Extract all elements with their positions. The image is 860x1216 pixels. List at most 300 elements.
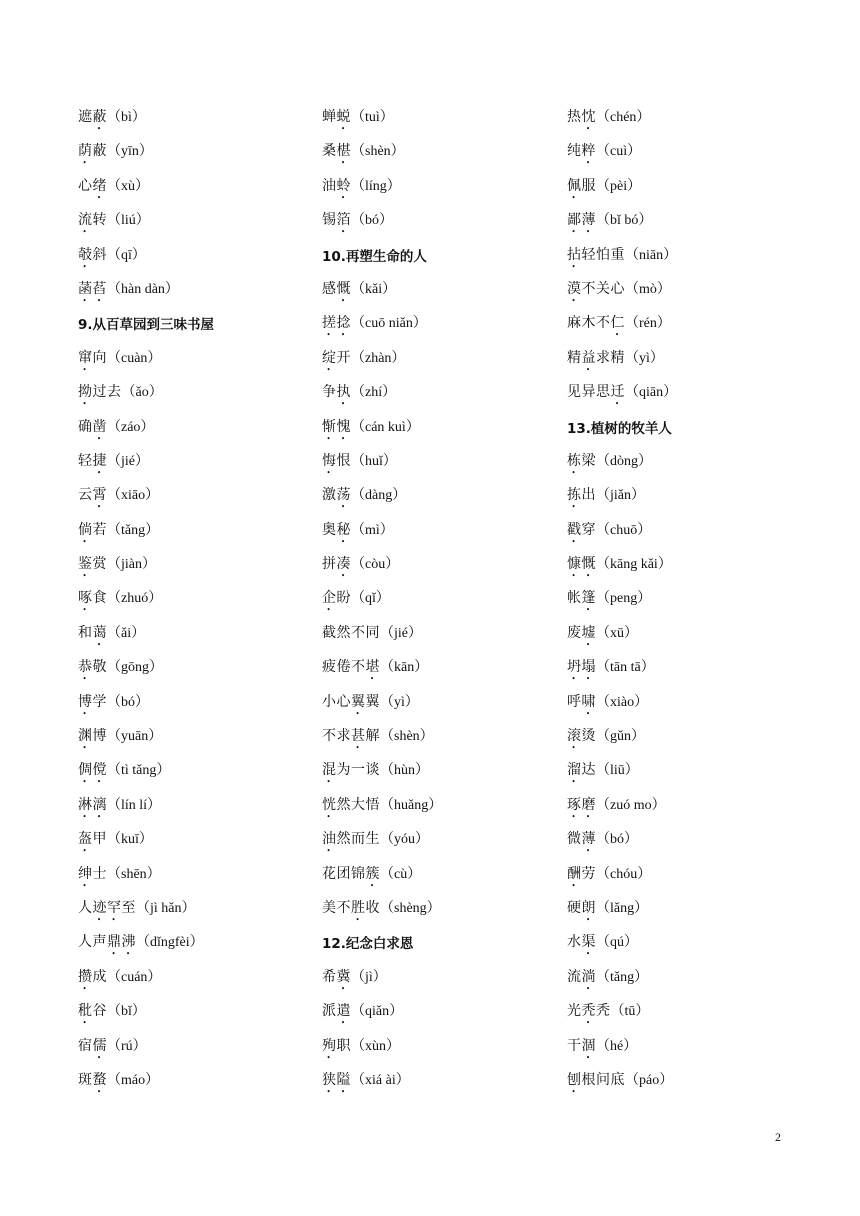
term-char: 秃 <box>596 1003 611 1020</box>
emphasized-char: 堪 <box>365 659 380 676</box>
term-char: 微 <box>567 831 582 848</box>
pinyin: （jì hǎn） <box>136 900 196 916</box>
emphasized-char: 鉴 <box>78 556 93 573</box>
pinyin: （máo） <box>107 1072 160 1088</box>
emphasized-char: 益 <box>581 349 596 366</box>
vocab-term <box>322 1003 351 1019</box>
pinyin: （peng） <box>596 591 652 607</box>
vocab-entry <box>78 242 214 276</box>
pinyin: （tuì） <box>351 110 394 125</box>
vocab-entry <box>322 620 442 654</box>
vocab-entry <box>78 826 214 860</box>
term-char: 确 <box>78 418 93 435</box>
vocab-entry <box>567 207 677 241</box>
emphasized-char: 荡 <box>336 487 351 504</box>
emphasized-char: 拈 <box>567 246 582 263</box>
term-char: 烫 <box>581 728 596 745</box>
vocab-column-3 <box>567 104 677 1101</box>
vocab-entry <box>567 585 677 619</box>
term-char: 蔽 <box>92 143 107 160</box>
vocab-entry <box>322 757 442 791</box>
pinyin: （bì） <box>107 110 146 125</box>
emphasized-char: 蝥 <box>92 1071 107 1088</box>
pinyin: （xùn） <box>351 1038 400 1054</box>
emphasized-char: 萏 <box>92 280 107 297</box>
emphasized-char: 博 <box>78 693 93 710</box>
pinyin: （qiǎn） <box>351 1004 404 1020</box>
emphasized-char: 胜 <box>351 899 366 916</box>
vocab-term <box>78 556 107 572</box>
vocab-entry <box>78 345 214 379</box>
vocab-entry <box>78 138 214 172</box>
pinyin: （shèn） <box>380 729 434 745</box>
emphasized-char: 仁 <box>610 315 625 332</box>
vocab-term <box>78 212 107 228</box>
vocab-entry <box>322 964 442 998</box>
term-char: 学 <box>92 693 107 710</box>
pinyin: （huǐ） <box>351 453 397 469</box>
vocab-term <box>322 625 380 641</box>
pinyin: （shèng） <box>380 900 441 916</box>
vocab-term <box>567 590 596 606</box>
term-char: 和 <box>78 624 93 641</box>
term-char: 蝉 <box>322 109 337 125</box>
term-char: 见异思 <box>567 384 611 401</box>
vocab-term <box>78 659 107 675</box>
emphasized-char: 霄 <box>92 487 107 504</box>
vocab-term <box>567 728 596 744</box>
term-char: 感 <box>322 280 337 297</box>
vocab-term <box>322 109 351 125</box>
vocab-term <box>78 143 107 159</box>
vocab-term <box>322 281 351 297</box>
vocab-term <box>78 522 107 538</box>
term-char: 然大悟 <box>336 796 380 813</box>
pinyin: （qú） <box>596 935 638 951</box>
vocab-term <box>567 109 596 125</box>
vocab-entry <box>567 689 677 723</box>
vocab-term <box>322 900 380 916</box>
pinyin: （jì） <box>351 969 387 985</box>
vocab-term <box>567 143 596 159</box>
pinyin: （cuō niǎn） <box>351 316 427 332</box>
vocab-entry <box>322 1067 442 1101</box>
term-char: 过去 <box>92 384 122 401</box>
pinyin: （tū） <box>610 1004 650 1020</box>
term-char: 出 <box>581 487 596 504</box>
term-char: 盼 <box>336 590 351 607</box>
term-char: 奥 <box>322 521 337 538</box>
pinyin: （ǎi） <box>107 625 146 641</box>
term-char: 转 <box>92 212 107 229</box>
vocab-entry <box>567 551 677 585</box>
vocab-term <box>78 247 107 263</box>
vocab-term <box>567 453 596 469</box>
emphasized-char: 翼 <box>351 693 366 710</box>
emphasized-char: 栋 <box>567 452 582 469</box>
vocab-term <box>322 487 351 503</box>
vocab-entry <box>322 448 442 482</box>
vocab-entry <box>322 585 442 619</box>
pinyin: （gōng） <box>107 660 163 676</box>
emphasized-char: 绅 <box>78 865 93 882</box>
emphasized-char: 戳 <box>567 521 582 538</box>
pinyin: （xù） <box>107 178 149 194</box>
vocab-term <box>78 384 122 400</box>
emphasized-char: 执 <box>336 384 351 401</box>
term-char: 不关心 <box>581 280 625 297</box>
term-char: 云 <box>78 487 93 504</box>
term-char: 呼 <box>567 693 582 710</box>
vocab-entry <box>322 310 442 344</box>
pinyin: （shèn） <box>351 144 405 160</box>
vocab-column-1 <box>78 104 214 1101</box>
vocab-entry <box>322 723 442 757</box>
emphasized-char: 渊 <box>78 728 93 745</box>
vocab-entry <box>322 895 442 929</box>
pinyin: （pèi） <box>596 178 642 194</box>
term-char: 服 <box>581 177 596 194</box>
emphasized-char: 涸 <box>581 1037 596 1054</box>
emphasized-char: 荫 <box>78 143 93 160</box>
emphasized-char: 啄 <box>78 590 93 607</box>
pinyin: （jié） <box>380 625 422 641</box>
pinyin: （kǎi） <box>351 281 397 297</box>
term-char: 硬 <box>567 899 582 916</box>
vocab-term <box>322 453 351 469</box>
vocab-entry <box>78 104 214 138</box>
emphasized-char: 溜 <box>567 762 582 779</box>
pinyin: （bǐ bó） <box>596 213 653 229</box>
term-char: 收 <box>365 899 380 916</box>
emphasized-char: 酬 <box>567 865 582 882</box>
emphasized-char: 渠 <box>581 934 596 951</box>
emphasized-char: 攲 <box>78 246 93 263</box>
vocab-term <box>78 900 136 916</box>
pinyin: （jié） <box>107 453 149 469</box>
vocab-term <box>567 1072 625 1088</box>
pinyin: （niān） <box>625 247 678 263</box>
vocab-term <box>322 1038 351 1054</box>
term-char: 求精 <box>596 349 625 366</box>
pinyin: （xiá ài） <box>351 1072 410 1088</box>
pinyin: （cù） <box>380 866 422 882</box>
vocab-entry <box>78 414 214 448</box>
emphasized-char: 拗 <box>78 384 93 401</box>
emphasized-char: 遣 <box>336 1003 351 1020</box>
vocab-term <box>78 350 107 366</box>
pinyin: （tǎng） <box>596 969 649 985</box>
vocab-term <box>567 625 596 641</box>
vocab-entry <box>567 620 677 654</box>
emphasized-char: 蔽 <box>92 109 107 125</box>
section-heading: 10.再塑生命的人 <box>322 248 427 265</box>
vocab-entry <box>322 104 442 138</box>
emphasized-char: 倘 <box>78 521 93 538</box>
vocab-term <box>567 694 596 710</box>
emphasized-char: 悔 <box>322 452 337 469</box>
emphasized-char: 慨 <box>336 280 351 297</box>
pinyin: （rén） <box>625 316 671 332</box>
vocab-term <box>567 659 596 675</box>
vocab-entry <box>78 517 214 551</box>
term-char: 至 <box>121 899 136 916</box>
term-char: 纯 <box>567 143 582 160</box>
emphasized-char: 蜕 <box>336 109 351 125</box>
pinyin: （bó） <box>107 694 149 710</box>
term-char: 向 <box>92 349 107 366</box>
pinyin: （kān） <box>380 660 429 676</box>
pinyin: （chuō） <box>596 522 652 538</box>
pinyin: （lǎng） <box>596 900 649 916</box>
emphasized-char: 朗 <box>581 899 596 916</box>
pinyin: （dàng） <box>351 488 407 504</box>
vocab-term <box>78 419 107 435</box>
vocab-entry <box>322 826 442 860</box>
term-char: 食 <box>92 590 107 607</box>
pinyin: （bó） <box>351 213 393 229</box>
section-heading: 9.从百草园到三味书屋 <box>78 317 215 334</box>
vocab-entry <box>322 345 442 379</box>
pinyin: （shēn） <box>107 866 161 882</box>
pinyin: （mì） <box>351 522 394 538</box>
vocab-entry <box>78 689 214 723</box>
vocab-term <box>78 866 107 882</box>
pinyin: （liū） <box>596 763 639 779</box>
vocab-term <box>322 969 351 985</box>
term-char: 光 <box>567 1003 582 1020</box>
vocab-term <box>322 143 351 159</box>
vocab-entry <box>567 998 677 1032</box>
vocab-entry <box>78 895 214 929</box>
term-char: 水 <box>567 934 582 951</box>
vocab-term <box>78 281 107 297</box>
emphasized-char: 捷 <box>92 452 107 469</box>
vocab-entry <box>78 1033 214 1067</box>
term-char: 梁 <box>581 452 596 469</box>
pinyin: （liú） <box>107 213 150 229</box>
emphasized-char: 忱 <box>581 109 596 125</box>
pinyin: （xū） <box>596 625 638 641</box>
vocab-term <box>322 866 380 882</box>
vocab-term <box>78 762 107 778</box>
term-char: 成 <box>92 968 107 985</box>
vocab-entry <box>567 104 677 138</box>
emphasized-char: 滚 <box>567 728 582 745</box>
term-char: 解 <box>365 728 380 745</box>
pinyin: （qiān） <box>625 385 678 401</box>
term-char: 流 <box>567 968 582 985</box>
emphasized-char: 狭隘 <box>322 1071 351 1088</box>
vocab-term <box>78 1003 107 1019</box>
vocab-entry <box>322 379 442 413</box>
term-char: 恨 <box>336 452 351 469</box>
term-char: 希 <box>322 968 337 985</box>
vocab-entry <box>567 1033 677 1067</box>
vocab-entry <box>78 551 214 585</box>
vocab-entry <box>567 517 677 551</box>
pinyin: （bó） <box>596 832 638 848</box>
pinyin: （lín lí） <box>107 797 162 813</box>
pinyin: （jiǎn） <box>596 488 645 504</box>
vocab-term <box>567 522 596 538</box>
emphasized-char: 秕 <box>78 1003 93 1020</box>
emphasized-char: 迹罕 <box>92 899 122 916</box>
pinyin: （gǔn） <box>596 729 645 745</box>
vocab-entry <box>567 138 677 172</box>
vocab-term <box>567 281 625 297</box>
vocab-entry <box>322 276 442 310</box>
vocab-term <box>322 797 380 813</box>
term-char: 轻怕重 <box>581 246 625 263</box>
vocab-term <box>78 1038 107 1054</box>
term-char: 桑 <box>322 143 337 160</box>
term-char: 热 <box>567 109 582 125</box>
pinyin: （xiào） <box>596 694 649 710</box>
pinyin: （cuán） <box>107 969 162 985</box>
emphasized-char: 企 <box>322 590 337 607</box>
pinyin: （líng） <box>351 178 401 194</box>
emphasized-char: 迁 <box>610 384 625 401</box>
pinyin: （hùn） <box>380 763 429 779</box>
pinyin: （zuó mo） <box>596 797 666 813</box>
vocab-term <box>78 453 107 469</box>
vocab-entry <box>78 964 214 998</box>
emphasized-char: 拣 <box>567 487 582 504</box>
pinyin: （bǐ） <box>107 1004 146 1020</box>
pinyin: （zhàn） <box>351 350 406 366</box>
pinyin: （cuàn） <box>107 350 162 366</box>
vocab-term <box>567 350 625 366</box>
vocab-term <box>567 384 625 400</box>
emphasized-char: 椹 <box>336 143 351 160</box>
vocab-term <box>322 384 351 400</box>
vocab-term <box>322 1072 351 1088</box>
emphasized-char: 箔 <box>336 212 351 229</box>
vocab-term <box>78 109 107 125</box>
emphasized-char: 蛉 <box>336 177 351 194</box>
pinyin: （cán kuì） <box>351 419 420 435</box>
term-char: 不同 <box>351 624 380 641</box>
vocab-term <box>322 212 351 228</box>
pinyin: （hàn dàn） <box>107 281 179 297</box>
vocab-entry <box>567 276 677 310</box>
term-char: 美不 <box>322 899 351 916</box>
emphasized-char: 搓捻 <box>322 315 351 332</box>
vocab-entry <box>567 757 677 791</box>
pinyin: （zhuó） <box>107 591 163 607</box>
emphasized-char: 恭 <box>78 659 93 676</box>
vocab-entry <box>322 517 442 551</box>
vocab-entry <box>78 654 214 688</box>
vocab-entry <box>78 207 214 241</box>
pinyin: （còu） <box>351 557 400 573</box>
vocab-entry <box>78 998 214 1032</box>
pinyin: （hé） <box>596 1038 638 1054</box>
vocab-term <box>78 178 107 194</box>
vocab-term <box>322 659 380 675</box>
term-char: 穿 <box>581 521 596 538</box>
vocab-term <box>322 178 351 194</box>
emphasized-char: 恍 <box>322 796 337 813</box>
vocab-term <box>567 212 596 228</box>
vocab-entry <box>567 654 677 688</box>
emphasized-char: 秃 <box>581 1003 596 1020</box>
vocab-entry <box>78 929 214 963</box>
vocab-term <box>78 934 136 950</box>
vocab-entry <box>78 723 214 757</box>
term-char: 人 <box>78 899 93 916</box>
term-char: 激 <box>322 487 337 504</box>
pinyin: （chén） <box>596 110 651 125</box>
vocab-term <box>322 522 351 538</box>
term-char: 截 <box>322 624 337 641</box>
term-char: 斑 <box>78 1071 93 1088</box>
pinyin: （jiàn） <box>107 557 156 573</box>
vocab-term <box>78 728 107 744</box>
emphasized-char: 凑 <box>336 556 351 573</box>
vocab-term <box>567 315 625 331</box>
vocab-column-2 <box>322 104 442 1101</box>
vocab-entry <box>567 861 677 895</box>
vocab-entry <box>322 138 442 172</box>
vocab-entry <box>78 757 214 791</box>
vocab-term <box>78 694 107 710</box>
term-char: 博 <box>92 728 107 745</box>
emphasized-char: 漠 <box>567 280 582 297</box>
pinyin: （kuī） <box>107 832 153 848</box>
vocab-term <box>322 762 380 778</box>
term-char: 派 <box>322 1003 337 1020</box>
pinyin: （ǎo） <box>121 385 163 401</box>
term-char: 谷 <box>92 1003 107 1020</box>
vocab-term <box>78 487 107 503</box>
term-char: 开 <box>336 349 351 366</box>
emphasized-char: 鄙薄 <box>567 212 596 229</box>
emphasized-char: 漓 <box>92 796 107 813</box>
emphasized-char: 凿 <box>92 418 107 435</box>
emphasized-char: 绪 <box>92 177 107 194</box>
pinyin: （yì） <box>625 350 664 366</box>
pinyin: （dòng） <box>596 453 652 469</box>
vocab-entry <box>322 551 442 585</box>
vocab-term <box>78 590 107 606</box>
term-char: 心 <box>78 177 93 194</box>
vocab-entry <box>567 895 677 929</box>
vocab-entry <box>567 826 677 860</box>
vocab-entry <box>322 654 442 688</box>
term-char: 精 <box>567 349 582 366</box>
term-char: 麻木不 <box>567 315 611 332</box>
term-char: 干 <box>567 1037 582 1054</box>
pinyin: （tān tā） <box>596 660 655 676</box>
term-char: 若 <box>92 521 107 538</box>
pinyin: （huǎng） <box>380 797 443 813</box>
pinyin: （kāng kǎi） <box>596 557 672 573</box>
vocab-entry <box>567 723 677 757</box>
term-char: 达 <box>581 762 596 779</box>
vocab-entry <box>78 861 214 895</box>
pinyin: （yīn） <box>107 144 153 160</box>
section-heading: 12.纪念白求恩 <box>322 936 414 953</box>
emphasized-char: 淌 <box>581 968 596 985</box>
vocab-term <box>322 831 380 847</box>
emphasized-char: 秘 <box>336 521 351 538</box>
vocab-entry <box>567 1067 677 1101</box>
pinyin: （mò） <box>625 281 671 297</box>
term-char: 然 <box>336 624 351 641</box>
vocab-term <box>322 315 351 331</box>
